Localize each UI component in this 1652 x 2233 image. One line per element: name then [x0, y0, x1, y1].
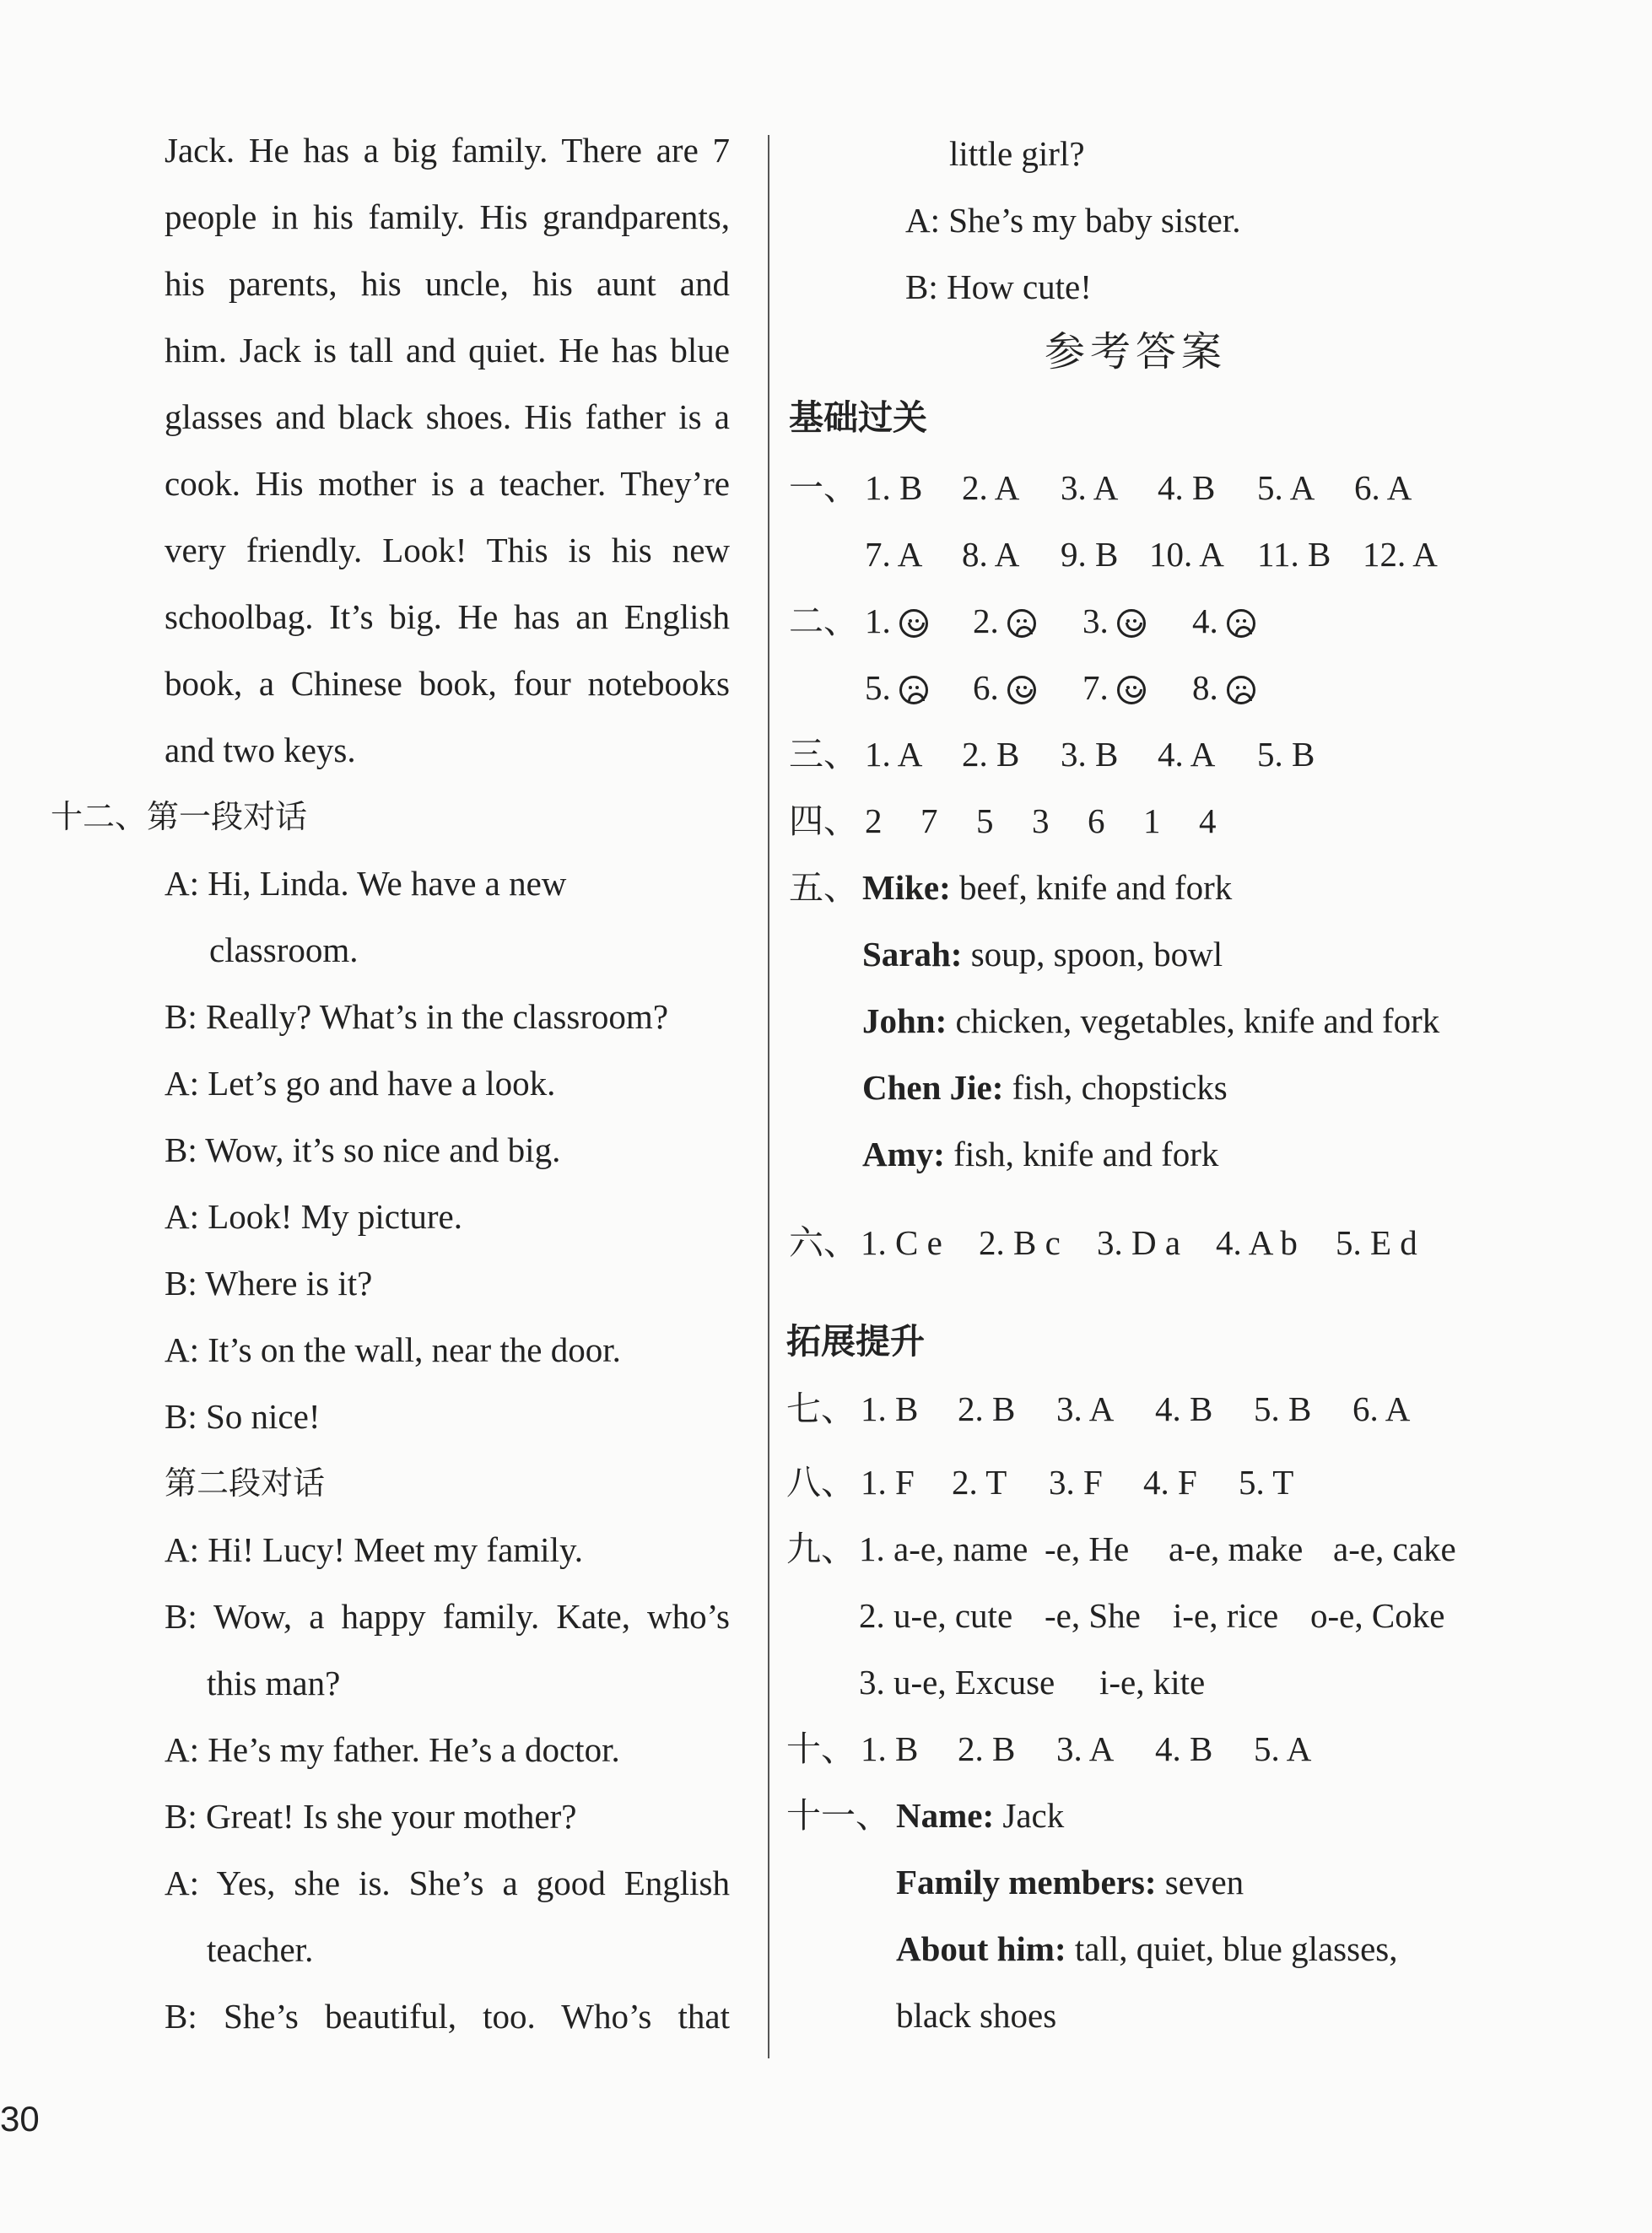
food-row [862, 866, 1232, 909]
dialog-line: teacher. [207, 1930, 314, 1969]
answer-item: 1. F [861, 1463, 915, 1502]
answer-item: 3. A [1056, 1729, 1115, 1768]
basic-heading: 基础过关 [789, 397, 927, 438]
person-name: Amy: [862, 1135, 945, 1173]
answer-item: 2. B [962, 735, 1020, 774]
dialog-line: B: Wow, it’s so nice and big. [165, 1130, 561, 1169]
dialog-line: little girl? [949, 134, 1085, 173]
answer-number: 7. [1082, 668, 1109, 707]
q10-label: 十、 [786, 1729, 856, 1769]
q4-label: 四、 [789, 801, 858, 841]
dialog-line: A: Let’s go and have a look. [165, 1064, 556, 1103]
answer-item: 2 [865, 801, 883, 840]
page-number: 30 [0, 2099, 40, 2139]
q9-label: 九、 [786, 1529, 856, 1569]
answer-item: 3 [1032, 801, 1050, 840]
smiley-face-icon [899, 609, 928, 638]
answer-item: 5. B [1257, 735, 1315, 774]
answer-item: 5. T [1239, 1463, 1294, 1502]
sad-face-icon [1227, 676, 1255, 704]
q3-label: 三、 [789, 734, 858, 774]
q11-label: 十一、 [786, 1795, 890, 1836]
dialog-line: A: Yes, she is. She’s a good English [165, 1864, 730, 1902]
face-answer [1082, 600, 1146, 642]
answer-item: 4. A [1158, 735, 1216, 774]
sad-face-icon [1007, 609, 1036, 638]
passage-line: him. Jack is tall and quiet. He has blue [165, 331, 730, 369]
face-answer [973, 666, 1036, 709]
dialog-line: B: She’s beautiful, too. Who’s that [165, 1997, 730, 2036]
dialog-line: B: Really? What’s in the classroom? [165, 997, 669, 1036]
food-items: fish, knife and fork [944, 1135, 1219, 1173]
face-answer [865, 666, 928, 709]
phonics-item: a-e, cake [1333, 1529, 1456, 1568]
answer-item: 4. F [1143, 1463, 1197, 1502]
answer-key-title: 参考答案 [1045, 328, 1228, 375]
dialog-line: A: He’s my father. He’s a doctor. [165, 1730, 620, 1769]
food-row [862, 1133, 1218, 1175]
info-value: tall, quiet, blue glasses, [1066, 1929, 1398, 1968]
answer-item: 5. A [1257, 468, 1315, 507]
info-value: seven [1156, 1863, 1244, 1901]
passage-line: cook. His mother is a teacher. They’re [165, 464, 730, 503]
dialog-line: B: Wow, a happy family. Kate, who’s [165, 1597, 730, 1636]
info-value: Jack [994, 1796, 1065, 1835]
answer-item: 3. F [1049, 1463, 1103, 1502]
sad-face-icon [1227, 609, 1255, 638]
answer-number: 2. [973, 601, 999, 640]
phonics-item: i-e, kite [1099, 1663, 1206, 1702]
answer-item: 5 [976, 801, 994, 840]
answer-item: 8. A [962, 535, 1020, 574]
face-answer [1082, 666, 1146, 709]
answer-item: 4 [1199, 801, 1217, 840]
phonics-item: -e, She [1045, 1596, 1141, 1635]
smiley-face-icon [1117, 609, 1146, 638]
face-answer [865, 600, 928, 642]
column-divider [768, 135, 769, 2058]
answer-item: 3. B [1061, 735, 1119, 774]
answer-item: 4. B [1155, 1729, 1213, 1768]
answer-item: 4. B [1155, 1389, 1213, 1428]
phonics-item: o-e, Coke [1310, 1596, 1445, 1635]
passage-line: very friendly. Look! This is his new [165, 531, 730, 569]
food-row [862, 1066, 1228, 1108]
answer-item: 7. A [865, 535, 923, 574]
answer-item: 5. B [1254, 1389, 1312, 1428]
dialog-line: A: Hi, Linda. We have a new [165, 864, 567, 903]
passage-line: glasses and black shoes. His father is a [165, 397, 730, 436]
passage-line: his parents, his uncle, his aunt and [165, 264, 730, 303]
answer-item: 3. A [1056, 1389, 1115, 1428]
q7-label: 七、 [786, 1389, 856, 1429]
info-row [896, 1928, 1397, 1970]
answer-item: 1. C e [861, 1223, 942, 1262]
q6-label: 六、 [789, 1222, 858, 1263]
answer-number: 3. [1082, 601, 1109, 640]
phonics-item: -e, He [1045, 1529, 1130, 1568]
answer-item: 1 [1143, 801, 1161, 840]
q1-label: 一、 [789, 467, 858, 508]
answer-number: 5. [865, 668, 891, 707]
info-row: black shoes [896, 1996, 1057, 2035]
answer-item: 1. B [861, 1729, 919, 1768]
answer-item: 6 [1088, 801, 1105, 840]
answer-item: 12. A [1363, 535, 1438, 574]
answer-number: 1. [865, 601, 891, 640]
answer-item: 5. A [1254, 1729, 1312, 1768]
answer-item: 10. A [1149, 535, 1224, 574]
face-answer [1192, 666, 1255, 709]
dialog-line: A: Look! My picture. [165, 1197, 462, 1236]
dialog-line: A: It’s on the wall, near the door. [165, 1330, 621, 1369]
info-key: Family members: [896, 1863, 1157, 1901]
q2-label: 二、 [789, 601, 858, 641]
dialog-line: A: Hi! Lucy! Meet my family. [165, 1530, 584, 1569]
food-items: beef, knife and fork [950, 868, 1233, 907]
passage-line: Jack. He has a big family. There are 7 [165, 131, 730, 170]
dialog-line: B: So nice! [165, 1397, 321, 1436]
dialog-line: B: Great! Is she your mother? [165, 1797, 577, 1836]
dialog-line: classroom. [209, 930, 359, 969]
answer-item: 2. T [952, 1463, 1007, 1502]
dialog-line: A: She’s my baby sister. [905, 201, 1241, 240]
info-row [896, 1861, 1244, 1903]
sad-face-icon [899, 676, 928, 704]
answer-item: 1. B [861, 1389, 919, 1428]
answer-item: 7 [920, 801, 938, 840]
passage-line: and two keys. [165, 731, 356, 769]
phonics-item: a-e, make [1169, 1529, 1304, 1568]
answer-number: 6. [973, 668, 999, 707]
food-row [862, 933, 1223, 975]
answer-item: 11. B [1257, 535, 1331, 574]
answer-item: 4. A b [1216, 1223, 1298, 1262]
face-answer [1192, 600, 1255, 642]
person-name: Sarah: [862, 935, 963, 974]
q5-label: 五、 [789, 867, 858, 908]
section-12-label: 十二、第一段对话 [51, 798, 308, 835]
passage-line: schoolbag. It’s big. He has an English [165, 597, 730, 636]
answer-item: 6. A [1354, 468, 1412, 507]
answer-item: 6. A [1352, 1389, 1411, 1428]
answer-item: 3. A [1061, 468, 1119, 507]
answer-item: 1. B [865, 468, 923, 507]
person-name: Mike: [862, 868, 951, 907]
food-items: soup, spoon, bowl [962, 935, 1223, 974]
info-row [896, 1794, 1064, 1837]
dialog-line: this man? [207, 1664, 341, 1702]
dialog-line: B: How cute! [905, 267, 1092, 306]
extend-heading: 拓展提升 [786, 1321, 925, 1362]
info-key: About him: [896, 1929, 1066, 1968]
answer-item: 2. B c [979, 1223, 1061, 1262]
smiley-face-icon [1117, 676, 1146, 704]
answer-item: 2. A [962, 468, 1020, 507]
answer-number: 8. [1192, 668, 1218, 707]
phonics-item: 3. u-e, Excuse [859, 1663, 1055, 1702]
answer-item: 9. B [1061, 535, 1119, 574]
dialog-2-label: 第二段对话 [165, 1464, 326, 1502]
answer-number: 4. [1192, 601, 1218, 640]
answer-item: 2. B [958, 1729, 1016, 1768]
food-row [862, 1000, 1439, 1042]
food-items: chicken, vegetables, knife and fork [947, 1001, 1440, 1040]
passage-line: book, a Chinese book, four notebooks [165, 664, 730, 703]
food-items: fish, chopsticks [1003, 1068, 1228, 1107]
q8-label: 八、 [786, 1462, 856, 1502]
face-answer [973, 600, 1036, 642]
answer-item: 4. B [1158, 468, 1216, 507]
phonics-item: 1. a-e, name [859, 1529, 1028, 1568]
passage-line: people in his family. His grandparents, [165, 197, 730, 236]
phonics-item: i-e, rice [1173, 1596, 1279, 1635]
info-key: Name: [896, 1796, 995, 1835]
answer-item: 1. A [865, 735, 923, 774]
answer-item: 3. D a [1097, 1223, 1181, 1262]
phonics-item: 2. u-e, cute [859, 1596, 1013, 1635]
dialog-line: B: Where is it? [165, 1264, 373, 1303]
smiley-face-icon [1007, 676, 1036, 704]
person-name: Chen Jie: [862, 1068, 1004, 1107]
person-name: John: [862, 1001, 947, 1040]
answer-item: 2. B [958, 1389, 1016, 1428]
answer-item: 5. E d [1336, 1223, 1417, 1262]
